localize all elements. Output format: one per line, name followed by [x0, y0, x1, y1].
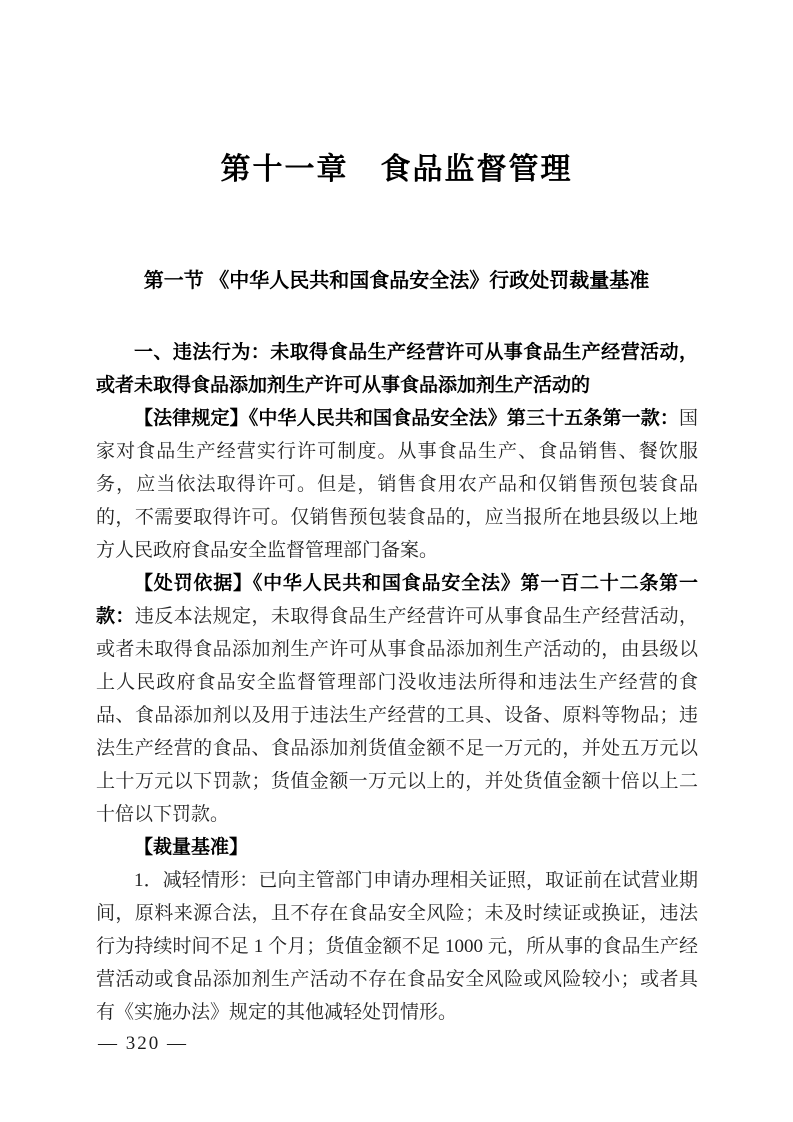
- document-body: [96, 336, 698, 1029]
- section-title: 第一节 《中华人民共和国食品安全法》行政处罚裁量基准: [143, 270, 650, 292]
- paragraph: [96, 402, 698, 567]
- bold-text-run: 【处罚依据】《中华人民共和国食品安全法》第一百二十二条第一款：: [96, 573, 698, 627]
- chapter-title: 第十一章 食品监督管理: [220, 153, 573, 186]
- paragraph: [96, 567, 698, 831]
- paragraph: [96, 831, 698, 864]
- bold-text-run: 一、违法行为：未取得食品生产经营许可从事食品生产经营活动，或者未取得食品添加剂生产许可从事食品添加剂生产活动的: [96, 342, 698, 396]
- bold-text-run: 【裁量基准】: [134, 837, 249, 858]
- paragraph: [96, 336, 698, 402]
- text-run: 国家对食品生产经营实行许可制度。从事食品生产、食品销售、餐饮服务，应当依法取得许可。但是，销售食用农产品和仅销售预包装食品的，不需要取得许可。仅销售预包装食品的，应当报所在地县级以上地方人民政府食品安全监督管理部门备案。: [96, 408, 698, 561]
- page-number: — 320 —: [98, 1033, 188, 1054]
- paragraph: [96, 864, 698, 1029]
- text-run: 1．减轻情形：已向主管部门申请办理相关证照，取证前在试营业期间，原料来源合法，且不存在食品安全风险；未及时续证或换证，违法行为持续时间不足 1 个月；货值金额不足 1000 元，所从事的食品生产经营活动或食品添加剂生产活动不存在食品安全风险或风险较小；或者具有《实施办法》规定的其他减轻处罚情形。: [96, 870, 698, 1023]
- text-run: 违反本法规定，未取得食品生产经营许可从事食品生产经营活动，或者未取得食品添加剂生产许可从事食品添加剂生产活动的，由县级以上人民政府食品安全监督管理部门没收违法所得和违法生产经营的食品、食品添加剂以及用于违法生产经营的工具、设备、原料等物品；违法生产经营的食品、食品添加剂货值金额不足一万元的，并处五万元以上十万元以下罚款；货值金额一万元以上的，并处货值金额十倍以上二十倍以下罚款。: [96, 606, 698, 825]
- bold-text-run: 【法律规定】《中华人民共和国食品安全法》第三十五条第一款：: [134, 408, 679, 429]
